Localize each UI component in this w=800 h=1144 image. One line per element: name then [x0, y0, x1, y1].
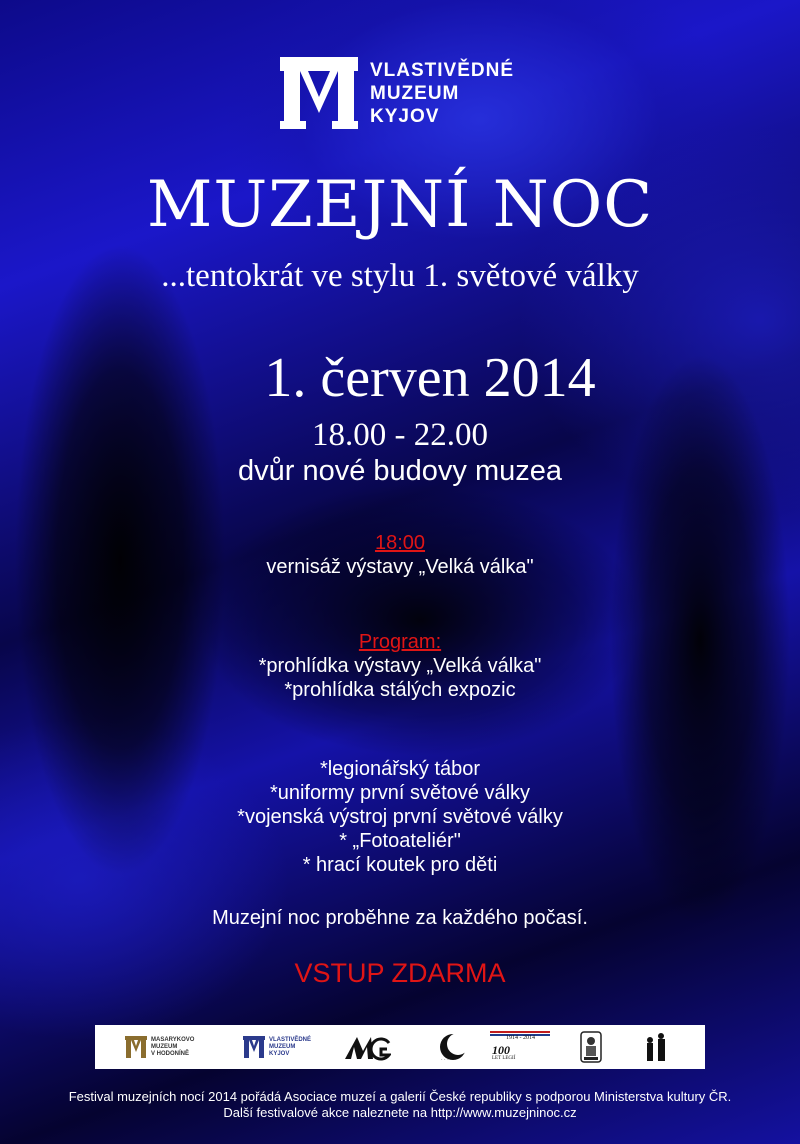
kyjov-name-line: MUZEUM: [269, 1043, 296, 1050]
kyjov-name-line: VLASTIVĚDNÉ: [269, 1036, 312, 1043]
festival-logo: [435, 1031, 471, 1063]
activity-item: *vojenská výstroj první světové války: [237, 806, 563, 828]
activities-block: [0, 757, 800, 877]
masaryk-museum-logo: [125, 1031, 194, 1063]
masaryk-name-line: V HODONÍNĚ: [151, 1050, 190, 1057]
event-title: MUZEJNÍ NOC: [146, 168, 654, 242]
weather-note: Muzejní noc proběhne za každého počasí.: [212, 907, 588, 929]
program-block: [0, 630, 800, 702]
program-item: *prohlídka stálých expozic: [284, 679, 516, 701]
soldier-emblem-icon: [580, 1031, 602, 1063]
activity-item: *legionářský tábor: [319, 758, 481, 780]
museum-logo: [280, 55, 540, 130]
kyjov-m-icon: [243, 1036, 265, 1058]
museum-name-line: KYJOV: [370, 106, 440, 127]
footer-line: Festival muzejních nocí 2014 pořádá Asociace muzeí a galerií České republiky s podporou Ministerstva kultury ČR.: [68, 1089, 732, 1104]
mg-logo: [343, 1031, 391, 1063]
legie-logo: [490, 1031, 550, 1063]
event-time: 18.00 - 22.00: [312, 417, 488, 453]
museum-name: [370, 59, 514, 128]
mg-logo-icon: [343, 1033, 391, 1061]
event-date: 1. červen 2014: [264, 347, 596, 409]
legie-number: 100: [492, 1043, 510, 1057]
sponsor-strip: [95, 1025, 705, 1069]
museum-name-line: MUZEUM: [370, 83, 460, 104]
program-item: *prohlídka výstavy „Velká válka": [258, 655, 542, 677]
festival-moon-icon: [435, 1031, 471, 1063]
opening-time: 18:00: [374, 532, 426, 554]
opening-block: [0, 531, 800, 579]
kyjov-name-line: KYJOV: [269, 1050, 290, 1057]
activity-item: * hrací koutek pro děti: [302, 854, 498, 876]
event-place: dvůr nové budovy muzea: [237, 455, 563, 487]
legie-sub: LET LEGIÍ: [492, 1056, 516, 1061]
activity-item: *uniformy první světové války: [269, 782, 531, 804]
activity-item: * „Fotoateliér": [339, 830, 461, 852]
soldier-emblem-logo: [580, 1031, 602, 1063]
free-entry-label: VSTUP ZDARMA: [294, 958, 506, 988]
soldiers-silhouette-logo: [643, 1031, 669, 1063]
kyjov-museum-logo: [243, 1031, 311, 1063]
soldiers-silhouette-icon: [643, 1031, 669, 1063]
svg-text:· · · ·: · · · ·: [441, 1057, 452, 1063]
footer-line: Další festivalové akce naleznete na http://www.muzejninoc.cz: [223, 1105, 577, 1120]
opening-text: vernisáž výstavy „Velká válka": [266, 556, 534, 578]
event-subtitle: ...tentokrát ve stylu 1. světové války: [161, 258, 639, 294]
footer: [0, 1089, 800, 1121]
masaryk-m-icon: [125, 1036, 147, 1058]
program-heading: Program:: [358, 631, 442, 653]
masaryk-name-line: MUZEUM: [151, 1043, 178, 1050]
museum-m-logo-icon: [280, 55, 358, 130]
legie-years: 1914 - 2014: [506, 1035, 535, 1041]
museum-name-line: VLASTIVĚDNÉ: [370, 60, 515, 81]
masaryk-name-line: MASARYKOVO: [151, 1036, 195, 1043]
